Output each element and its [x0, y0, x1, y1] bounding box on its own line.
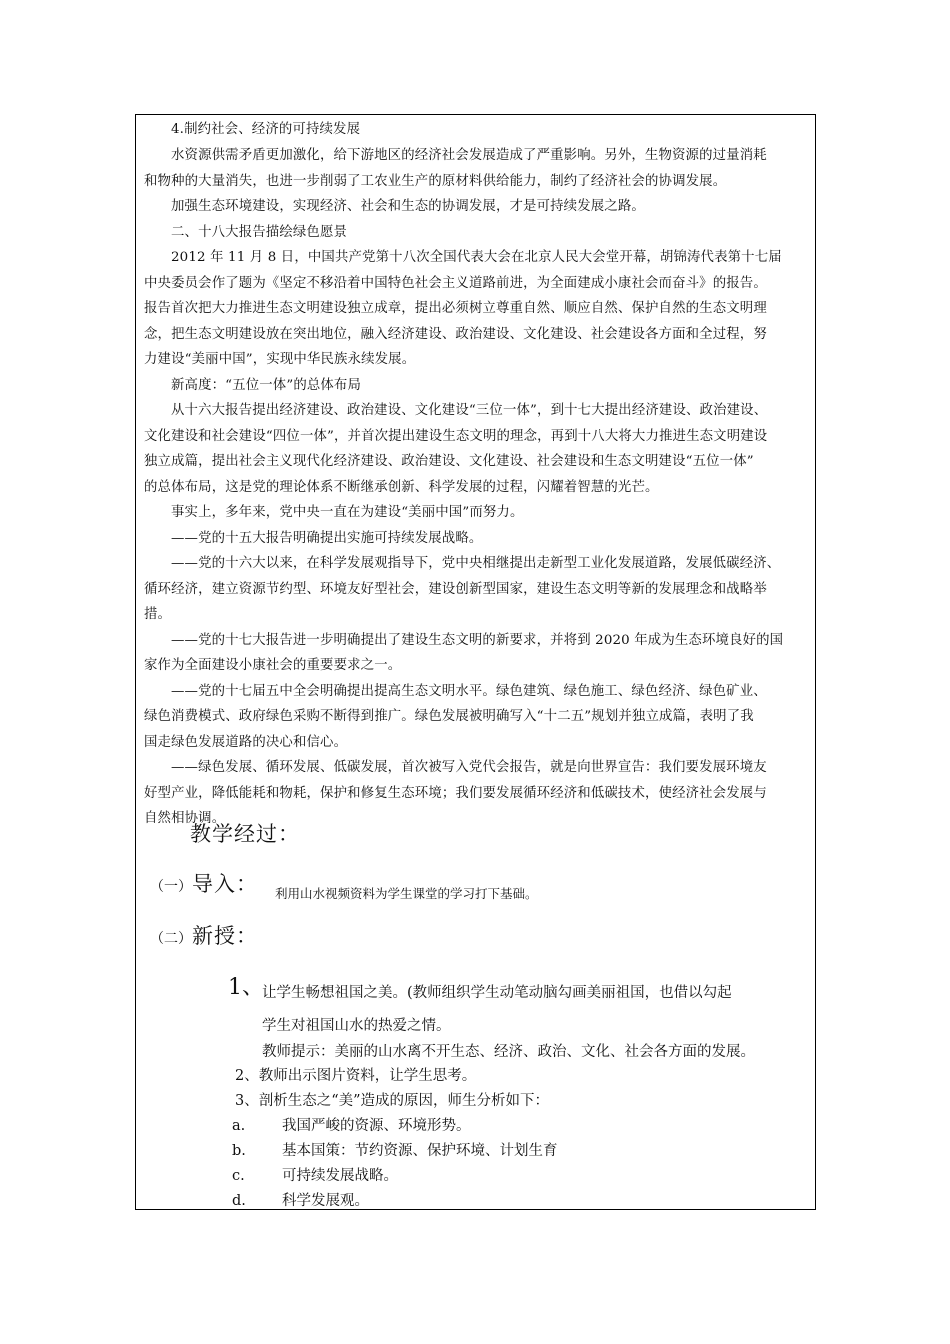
- paragraph-line: 独立成篇，提出社会主义现代化经济建设、政治建设、文化建设、社会建设和生态文明建设“五位一体”: [144, 454, 754, 469]
- paragraph-line: 念，把生态文明建设放在突出地位，融入经济建设、政治建设、文化建设、社会建设各方面和全过程，努: [144, 327, 767, 342]
- paragraph-line: ——党的十七届五中全会明确提出提高生态文明水平。绿色建筑、绿色施工、绿色经济、绿色矿业、: [171, 684, 767, 699]
- step-1-line: 学生对祖国山水的热爱之情。: [262, 1018, 451, 1034]
- paragraph-line: 好型产业，降低能耗和物耗，保护和修复生态环境；我们要发展循环经济和低碳技术，使经济社会发展与: [144, 786, 767, 801]
- paragraph-line: 力建设“美丽中国”，实现中华民族永续发展。: [144, 352, 416, 367]
- step-1-number: 1、: [228, 975, 264, 1000]
- paragraph-line: 家作为全面建设小康社会的重要要求之一。: [144, 658, 402, 673]
- paragraph-line: 的总体布局，这是党的理论体系不断继承创新、科学发展的过程，闪耀着智慧的光芒。: [144, 480, 659, 495]
- paragraph-line: ——党的十六大以来，在科学发展观指导下，党中央相继提出走新型工业化发展道路，发展低碳经济、: [171, 556, 781, 571]
- paragraph-line: 自然相协调。: [144, 811, 226, 826]
- paragraph-line: 2012 年 11 月 8 日，中国共产党第十八次全国代表大会在北京人民大会堂开幕，胡锦涛代表第十七届: [171, 250, 782, 265]
- list-item-text: 基本国策：节约资源、保护环境、计划生育: [282, 1143, 558, 1159]
- paragraph-line: ——党的十七大报告进一步明确提出了建设生态文明的新要求，并将到 2020 年成为生态环境良好的国: [171, 633, 784, 648]
- paragraph-line: 国走绿色发展道路的决心和信心。: [144, 735, 348, 750]
- paragraph-line: 报告首次把大力推进生态文明建设独立成章，提出必须树立尊重自然、顺应自然、保护自然的生态文明理: [144, 301, 767, 316]
- new-lesson-number: （二）: [150, 931, 192, 947]
- section-heading: 新高度：“五位一体”的总体布局: [171, 378, 362, 393]
- step-3: 3、剖析生态之“美”造成的原因，师生分析如下：: [235, 1093, 550, 1109]
- paragraph-line: 绿色消费模式、政府绿色采购不断得到推广。绿色发展被明确写入“十二五”规划并独立成篇，表明了我: [144, 709, 754, 724]
- list-item: [232, 1138, 558, 1164]
- list-item: [232, 1113, 471, 1139]
- paragraph-line: 加强生态环境建设，实现经济、社会和生态的协调发展，才是可持续发展之路。: [171, 199, 645, 214]
- paragraph-line: 从十六大报告提出经济建设、政治建设、文化建设“三位一体”，到十七大提出经济建设、政治建设、: [171, 403, 768, 418]
- teaching-heading: 教学经过：: [190, 822, 300, 846]
- intro-number: （一）: [150, 879, 192, 895]
- section-heading: 4.制约社会、经济的可持续发展: [171, 122, 361, 137]
- intro-title: 导入：: [192, 872, 258, 896]
- paragraph-line: 措。: [144, 607, 172, 622]
- section-heading: 二、十八大报告描绘绿色愿景: [171, 225, 348, 240]
- step-2: 2、教师出示图片资料，让学生思考。: [235, 1068, 477, 1084]
- list-marker: d.: [232, 1193, 246, 1209]
- paragraph-line: ——绿色发展、循环发展、低碳发展，首次被写入党代会报告，就是向世界宣告：我们要发展环境友: [171, 760, 767, 775]
- paragraph-line: 事实上，多年来，党中央一直在为建设“美丽中国”而努力。: [171, 505, 524, 520]
- step-1-line: 教师提示：美丽的山水离不开生态、经济、政治、文化、社会各方面的发展。: [262, 1044, 755, 1060]
- intro-text: 利用山水视频资料为学生课堂的学习打下基础。: [275, 886, 538, 901]
- list-item-text: 可持续发展战略。: [282, 1168, 398, 1184]
- list-item-text: 我国严峻的资源、环境形势。: [282, 1118, 471, 1134]
- new-lesson-heading: [150, 920, 258, 950]
- paragraph-line: 循环经济，建立资源节约型、环境友好型社会，建设创新型国家，建设生态文明等新的发展理念和战略举: [144, 582, 767, 597]
- paragraph-line: 水资源供需矛盾更加激化，给下游地区的经济社会发展造成了严重影响。另外，生物资源的过量消耗: [171, 148, 767, 163]
- paragraph-line: 和物种的大量消失，也进一步削弱了工农业生产的原材料供给能力，制约了经济社会的协调发展。: [144, 174, 727, 189]
- intro-heading: [150, 868, 258, 898]
- list-item-text: 科学发展观。: [282, 1193, 369, 1209]
- new-lesson-title: 新授：: [192, 924, 258, 948]
- list-item: [232, 1188, 369, 1214]
- paragraph-line: 中央委员会作了题为《坚定不移沿着中国特色社会主义道路前进，为全面建成小康社会而奋斗》的报告。: [144, 276, 767, 291]
- list-marker: a.: [232, 1118, 246, 1134]
- step-1-line: 让学生畅想祖国之美。(教师组织学生动笔动脑勾画美丽祖国，也借以勾起: [262, 985, 732, 1001]
- list-marker: c.: [232, 1168, 245, 1184]
- paragraph-line: 文化建设和社会建设“四位一体”，并首次提出建设生态文明的理念，再到十八大将大力推进生态文明建设: [144, 429, 768, 444]
- list-marker: b.: [232, 1143, 246, 1159]
- list-item: [232, 1163, 398, 1189]
- paragraph-line: ——党的十五大报告明确提出实施可持续发展战略。: [171, 531, 483, 546]
